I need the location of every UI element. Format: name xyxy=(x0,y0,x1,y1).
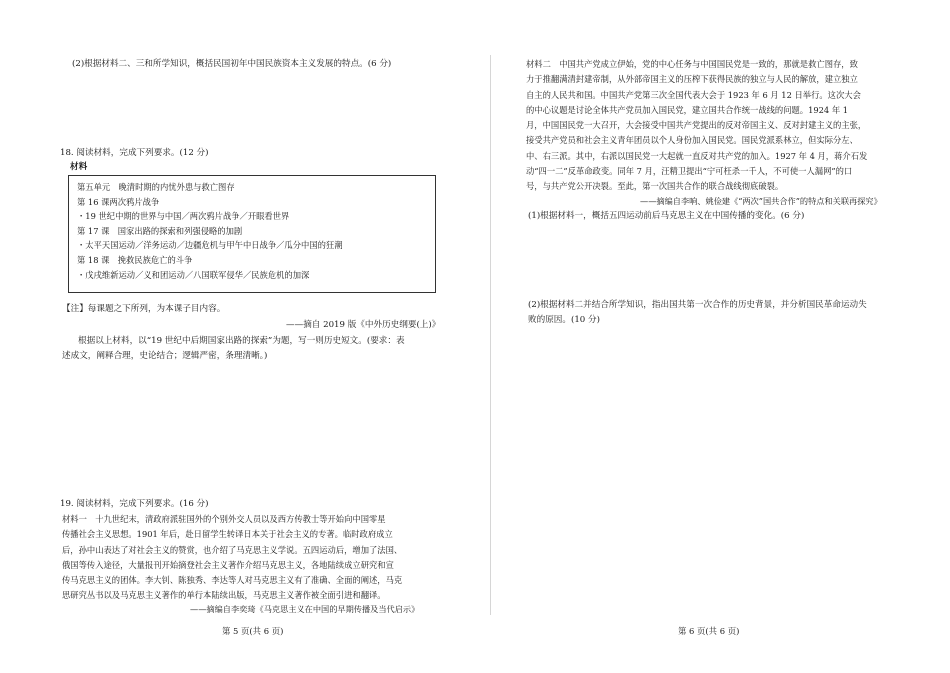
q19-material1-line: 传播社会主义思想。1901 年后，赴日留学生转译日本关于社会主义的专著。临时政府成立 xyxy=(62,529,393,540)
syllabus-lesson-16: 第 16 课两次鸦片战争 xyxy=(77,196,160,207)
q18-note: 【注】每课题之下所列，为本课子目内容。 xyxy=(62,304,226,314)
q18-source: ——摘自 2019 版《中外历史纲要(上)》 xyxy=(286,320,441,330)
q19-material1-line: 材料一 十九世纪末，清政府派驻国外的个别外交人员以及西方传教士等开始向中国零星 xyxy=(62,514,386,524)
q19-material1-line: 传马克思主义的团体。李大钊、陈独秀、李达等人对马克思主义有了准确、全面的阐述，马克 xyxy=(62,575,403,586)
page-number-left: 第 5 页(共 6 页) xyxy=(222,626,284,636)
syllabus-lesson-18-topics: ・戊戌维新运动／义和团运动／八国联军侵华／民族危机的加深 xyxy=(77,269,310,280)
q19-material1-line: 俄国等传入途径，大量报刊开始摘登社会主义著作介绍马克思主义，各地陆续成立研究和宣 xyxy=(62,559,394,570)
q19-material1-line: 后，孙中山表达了对社会主义的赞赏，也介绍了马克思主义学说。五四运动后，增加了法国、 xyxy=(62,544,403,555)
q19-material2 xyxy=(526,57,916,195)
q19-material1-source: ——摘编自李奕琦《马克思主义在中国的早期传播及当代启示》 xyxy=(190,604,420,614)
q19-material2-line: 力于推翻满清封建帝制，从外部帝国主义的压榨下获得民族的独立与人民的解放，建立独立 xyxy=(526,74,858,85)
q17-part2: (2)根据材料二、三和所学知识，概括民国初年中国民族资本主义发展的特点。(6 分) xyxy=(72,59,392,69)
syllabus-lesson-17-topics: ・太平天国运动／洋务运动／边疆危机与甲午中日战争／瓜分中国的狂潮 xyxy=(77,240,343,251)
q19-material2-line: 号，与共产党公开决裂。至此，第一次国共合作的联合战线彻底破裂。 xyxy=(526,181,784,192)
q19-material2-source: ——摘编自李响、姚俭建《“两次”国共合作”的特点和关联再探究》 xyxy=(640,196,882,206)
q19-material2-line: 月，中国国民党一大召开，大会接受中国共产党提出的反对帝国主义、反对封建主义的主张， xyxy=(526,120,867,131)
q19-material2-line: 材料二 中国共产党成立伊始，党的中心任务与中国国民党是一致的，那就是救亡图存，致 xyxy=(526,59,858,69)
q19-part2-line2: 败的原因。(10 分) xyxy=(528,315,600,325)
page-number-right: 第 6 页(共 6 页) xyxy=(678,626,740,636)
q19-material1 xyxy=(62,512,442,604)
q19-material1-line: 思研究丛书以及马克思主义著作的单行本陆续出版，马克思主义著作被全面引进和翻译。 xyxy=(62,590,386,601)
q19-part1: (1)根据材料一，概括五四运动前后马克思主义在中国传播的变化。(6 分) xyxy=(528,211,805,221)
syllabus-lesson-17: 第 17 课 国家出路的探索和列强侵略的加剧 xyxy=(77,225,243,236)
right-page xyxy=(490,0,950,673)
q19-part2-line1: (2)根据材料二并结合所学知识，指出国共第一次合作的历史背景，并分析国民革命运动失 xyxy=(528,300,867,310)
q19-material2-line: 自主的人民共和国。中国共产党第三次全国代表大会于 1923 年 6 月 12 日举行。这次大会 xyxy=(526,89,861,100)
syllabus-unit: 第五单元 晚清时期的内忧外患与救亡图存 xyxy=(77,182,235,192)
q19-material2-line: 的中心议题是讨论全体共产党员加入国民党，建立国共合作统一战线的问题。1924 年 1 xyxy=(526,104,849,115)
q19-material2-line: 动“四一二”反革命政变。同年 7 月，汪精卫提出“宁可枉杀一千人，不可使一人漏网”的口 xyxy=(526,166,853,177)
syllabus-lesson-16-topics: ・19 世纪中期的世界与中国／两次鸦片战争／开眼看世界 xyxy=(77,211,290,222)
q18-requirement-line1: 根据以上材料，以“19 世纪中后期国家出路的探索”为题，写一则历史短文。(要求：表 xyxy=(78,336,405,346)
q18-syllabus-box xyxy=(68,175,436,293)
q18-title: 18. 阅读材料，完成下列要求。(12 分) xyxy=(60,148,209,158)
q19-material2-line: 接受共产党员和社会主义青年团员以个人身份加入国民党。国民党派系林立，但实际分左、 xyxy=(526,135,858,146)
q19-title: 19. 阅读材料，完成下列要求。(16 分) xyxy=(60,499,209,509)
syllabus-lesson-18: 第 18 课 挽救民族危亡的斗争 xyxy=(77,254,193,265)
q19-material2-line: 中、右三派。其中，右派以国民党一大起就一直反对共产党的加入。1927 年 4 月，蒋介石发 xyxy=(526,150,868,161)
q18-requirement-line2: 述成文，阐释合理，史论结合；逻辑严密，条理清晰。) xyxy=(62,351,268,361)
q18-material-label: 材料 xyxy=(70,162,88,172)
